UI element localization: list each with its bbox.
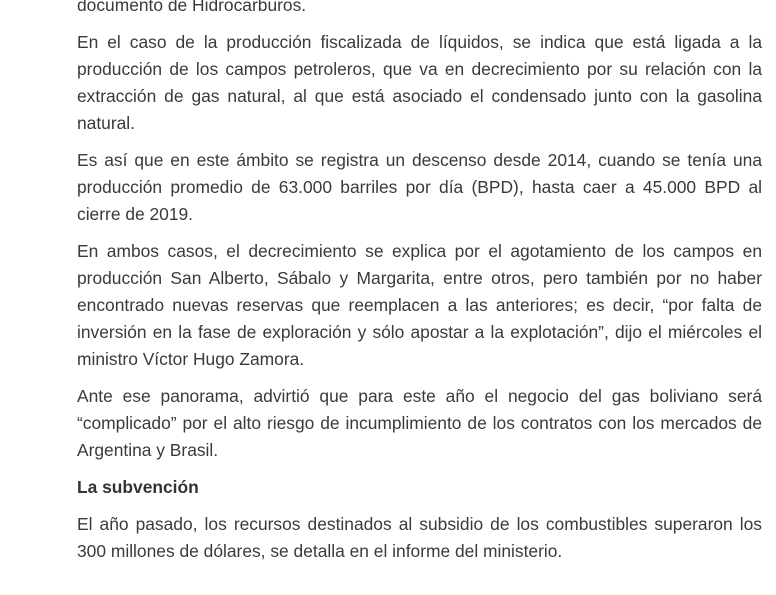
section-heading: La subvención — [77, 477, 199, 497]
paragraph-decrecimiento: En ambos casos, el decrecimiento se explica por el agotamiento de los campos en producción San Alberto, Sábalo y Margarita, entre otros, pero también por no haber encontrado nuevas reservas que reemplacen a las anteriores; es decir, “por falta de inversión en la fase de exploración y sólo apostar a la explotación”, dijo el miércoles el ministro Víctor Hugo Zamora. — [77, 241, 762, 369]
paragraph-panorama: Ante ese panorama, advirtió que para este año el negocio del gas boliviano será “complicado” por el alto riesgo de incumplimiento de los contratos con los mercados de Argentina y Brasil. — [77, 386, 762, 460]
paragraph-descenso: Es así que en este ámbito se registra un descenso desde 2014, cuando se tenía una producción promedio de 63.000 barriles por día (BPD), hasta caer a 45.000 BPD al cierre de 2019. — [77, 150, 762, 224]
paragraph-liquidos: En el caso de la producción fiscalizada de líquidos, se indica que está ligada a la producción de los campos petroleros, que va en decrecimiento por su relación con la extracción de gas natural, al que está asociado el condensado junto con la gasolina natural. — [77, 32, 762, 133]
paragraph-subvencion: El año pasado, los recursos destinados al subsidio de los combustibles superaron los 300 millones de dólares, se detalla en el informe del ministerio. — [77, 514, 762, 561]
paragraph-hidrocarburos-fragment: documento de Hidrocarburos. — [77, 0, 307, 15]
article-body — [77, 0, 762, 575]
